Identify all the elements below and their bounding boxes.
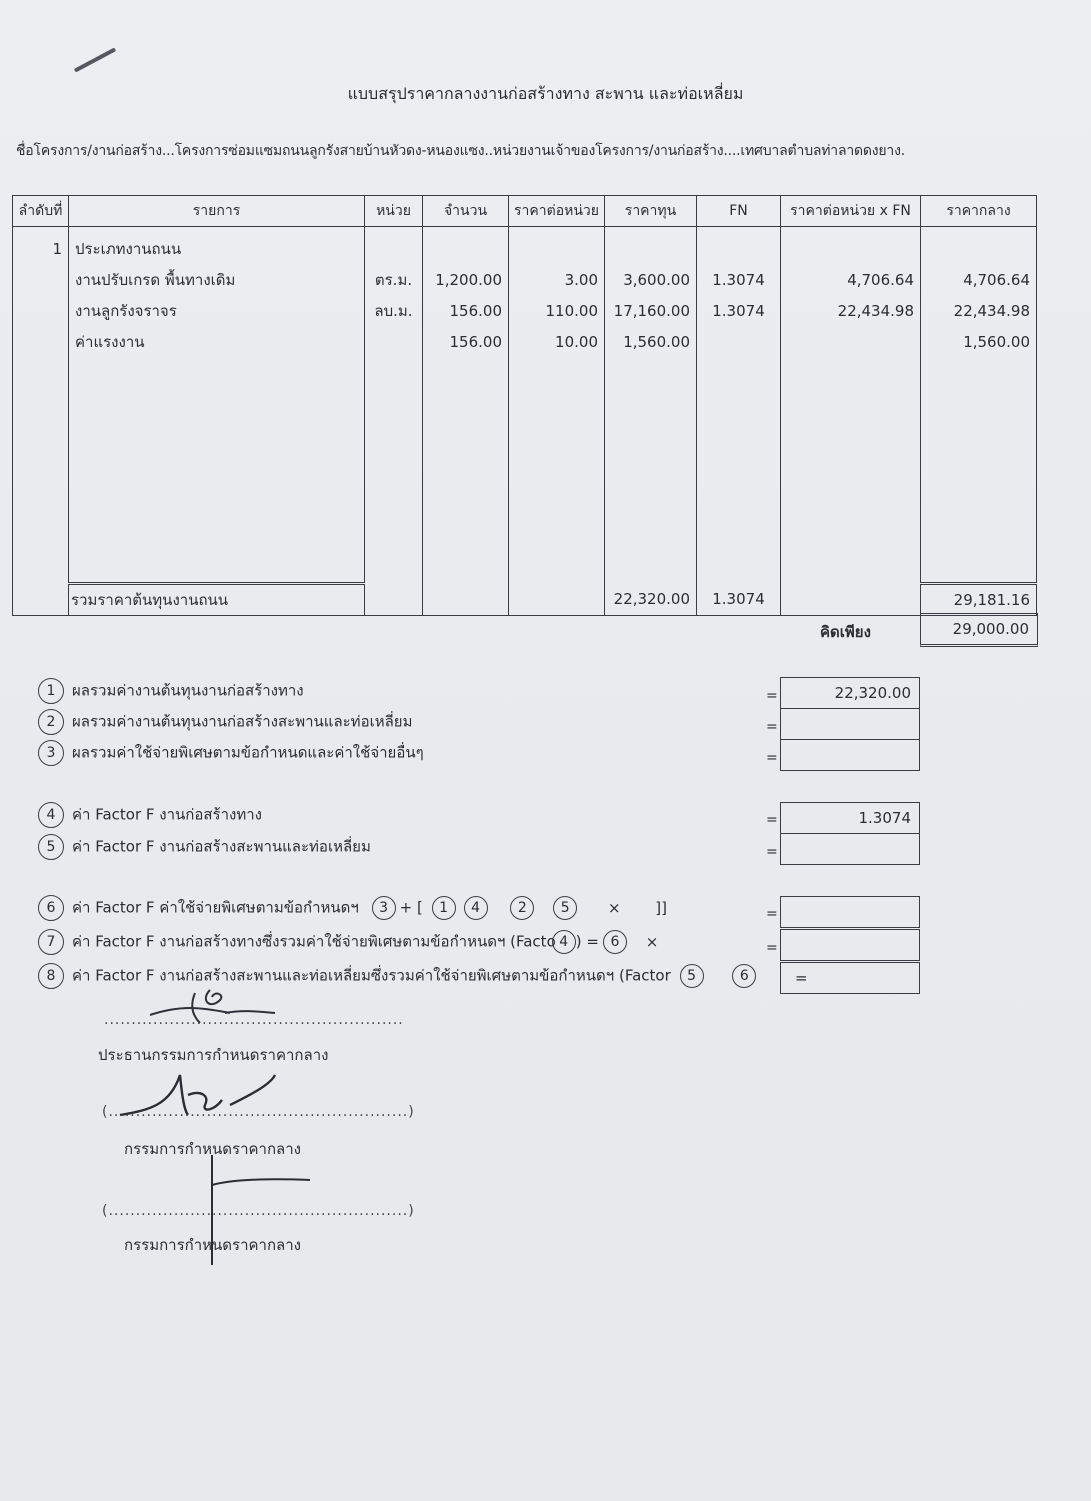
table-header-row	[13, 196, 1037, 227]
total-fn: 1.3074	[697, 584, 781, 616]
circled-number: 4	[464, 896, 488, 920]
cell-unit-price: 3.00	[509, 264, 605, 295]
table-row	[13, 264, 1037, 295]
cell-price-fn	[781, 227, 921, 265]
summary-value	[911, 936, 919, 954]
circled-number: 5	[553, 896, 577, 920]
table-total-row	[13, 584, 1037, 616]
cell-item: ค่าแรงงาน	[69, 326, 365, 357]
signature-2-line: (.......................................................)	[102, 1104, 415, 1120]
summary-value	[911, 715, 919, 733]
cell-item: ประเภทงานถนน	[69, 227, 365, 265]
cell-price-fn: 22,434.98	[781, 295, 921, 326]
equals-sign: =	[766, 940, 778, 956]
summary-text: ผลรวมค่างานต้นทุนงานก่อสร้างทาง	[72, 681, 304, 700]
cell-no	[13, 326, 69, 357]
cell-item: งานลูกรังจราจร	[69, 295, 365, 326]
summary-item-1	[38, 678, 304, 704]
header-cost: ราคาทุน	[605, 196, 697, 227]
summary-text: ค่า Factor F งานก่อสร้างสะพานและท่อเหลี่ยมซึ่งรวมค่าใช้จ่ายพิเศษตามข้อกำหนดฯ (Factor	[72, 966, 671, 985]
rounded-price-value: 29,000.00	[952, 620, 1029, 638]
summary-value	[816, 969, 824, 987]
summary-text: ค่า Factor F งานก่อสร้างสะพานและท่อเหลี่ยม	[72, 837, 371, 856]
price-table	[12, 195, 1037, 616]
cell-cost	[605, 227, 697, 265]
table-row	[13, 326, 1037, 357]
header-median: ราคากลาง	[921, 196, 1037, 227]
header-fn: FN	[697, 196, 781, 227]
circled-number: 5	[680, 964, 704, 988]
cell-unit-price	[509, 227, 605, 265]
summary-value	[911, 840, 919, 858]
document-title: แบบสรุปราคากลางงานก่อสร้างทาง สะพาน และท่อเหลี่ยม	[347, 84, 744, 103]
summary-value-box-8	[780, 962, 920, 994]
rounded-price	[760, 613, 1038, 645]
cell-qty: 156.00	[423, 326, 509, 357]
circled-number: 8	[38, 963, 64, 989]
cell-cost: 3,600.00	[605, 264, 697, 295]
cell-qty: 1,200.00	[423, 264, 509, 295]
cell-median: 1,560.00	[921, 326, 1037, 357]
summary-item-6	[38, 895, 667, 921]
table-row	[13, 227, 1037, 265]
summary-value-box-5	[780, 833, 920, 865]
summary-item-4	[38, 802, 262, 828]
equals-sign: =	[795, 969, 808, 987]
project-line: ชื่อโครงการ/งานก่อสร้าง...โครงการซ่อมแซมถนนลูกรังสายบ้านหัวดง-หนองแซง..หน่วยงานเจ้าของโครงการ/งานก่อสร้าง....เทศบาลตำบลท่าลาดดงยาง.	[16, 143, 905, 159]
summary-text: ค่า Factor F งานก่อสร้างทางซึ่งรวมค่าใช้จ่ายพิเศษตามข้อกำหนดฯ (Facto	[72, 932, 556, 951]
equals-sign: =	[766, 719, 778, 735]
cell-no	[13, 264, 69, 295]
cell-price-fn: 4,706.64	[781, 264, 921, 295]
header-price-fn: ราคาต่อหน่วย x FN	[781, 196, 921, 227]
cell-qty: 156.00	[423, 295, 509, 326]
formula-times: ×	[607, 898, 621, 917]
cell-fn: 1.3074	[697, 295, 781, 326]
cell-no: 1	[13, 227, 69, 265]
circled-number: 6	[38, 895, 64, 921]
total-median: 29,181.16	[921, 584, 1037, 616]
summary-value-box-7	[780, 929, 920, 961]
summary-text: ค่า Factor F งานก่อสร้างทาง	[72, 805, 262, 824]
header-unit-price: ราคาต่อหน่วย	[509, 196, 605, 227]
total-label: รวมราคาต้นทุนงานถนน	[69, 584, 365, 616]
cell-no	[13, 295, 69, 326]
summary-item-2	[38, 709, 412, 735]
cell-median: 4,706.64	[921, 264, 1037, 295]
circled-number: 1	[432, 896, 456, 920]
summary-value	[911, 903, 919, 921]
cell-item: งานปรับเกรด พื้นทางเดิม	[69, 264, 365, 295]
summary-value: 1.3074	[858, 809, 911, 827]
rounded-price-value-box	[920, 613, 1038, 647]
cell-qty	[423, 227, 509, 265]
signature-2-title: กรรมการกำหนดราคากลาง	[124, 1140, 301, 1158]
summary-value	[911, 746, 919, 764]
total-cost: 22,320.00	[605, 584, 697, 616]
circled-number: 4	[552, 930, 576, 954]
summary-value-box-6	[780, 896, 920, 928]
circled-number: 3	[372, 896, 396, 920]
cell-fn	[697, 326, 781, 357]
signature-1-line: .......................................................	[104, 1012, 404, 1028]
cell-unit	[365, 326, 423, 357]
summary-value-box-2	[780, 708, 920, 740]
formula-plus-bracket: + [	[399, 898, 423, 917]
cell-unit: ลบ.ม.	[365, 295, 423, 326]
formula-mid: ) =	[575, 932, 599, 951]
summary-item-3	[38, 740, 424, 766]
pen-mark	[74, 47, 116, 72]
circled-number: 5	[38, 834, 64, 860]
summary-value-box-3	[780, 739, 920, 771]
cell-fn: 1.3074	[697, 264, 781, 295]
circled-number: 6	[603, 930, 627, 954]
equals-sign: =	[766, 844, 778, 860]
cell-unit-price: 10.00	[509, 326, 605, 357]
summary-value-box-4	[780, 802, 920, 834]
formula-times: ×	[645, 932, 659, 951]
summary-text: ค่า Factor F ค่าใช้จ่ายพิเศษตามข้อกำหนดฯ	[72, 898, 359, 917]
cell-fn	[697, 227, 781, 265]
table-blank-rows	[13, 357, 1037, 584]
equals-sign: =	[766, 812, 778, 828]
summary-item-5	[38, 834, 371, 860]
header-no: ลำดับที่	[13, 196, 69, 227]
circled-number: 2	[510, 896, 534, 920]
cell-cost: 17,160.00	[605, 295, 697, 326]
cell-unit	[365, 227, 423, 265]
cell-cost: 1,560.00	[605, 326, 697, 357]
equals-sign: =	[766, 688, 778, 704]
formula-close: ]]	[655, 898, 668, 917]
circled-number: 6	[732, 964, 756, 988]
cell-unit-price: 110.00	[509, 295, 605, 326]
equals-sign: =	[766, 750, 778, 766]
summary-text: ผลรวมค่าใช้จ่ายพิเศษตามข้อกำหนดและค่าใช้จ่ายอื่นๆ	[72, 743, 424, 762]
circled-number: 7	[38, 929, 64, 955]
cell-median	[921, 227, 1037, 265]
signature-1-title: ประธานกรรมการกำหนดราคากลาง	[98, 1046, 329, 1064]
signature-3-title: กรรมการกำหนดราคากลาง	[124, 1236, 301, 1254]
rounded-price-label: คิดเพียง	[820, 623, 871, 641]
signature-3-line: (.......................................................)	[102, 1203, 415, 1219]
header-item: รายการ	[69, 196, 365, 227]
circled-number: 3	[38, 740, 64, 766]
equals-sign: =	[766, 906, 778, 922]
summary-item-7	[38, 929, 658, 955]
summary-value-box-1	[780, 677, 920, 709]
circled-number: 2	[38, 709, 64, 735]
circled-number: 4	[38, 802, 64, 828]
cell-price-fn	[781, 326, 921, 357]
summary-value: 22,320.00	[834, 684, 911, 702]
cell-median: 22,434.98	[921, 295, 1037, 326]
summary-text: ผลรวมค่างานต้นทุนงานก่อสร้างสะพานและท่อเหลี่ยม	[72, 712, 413, 731]
table-row	[13, 295, 1037, 326]
header-qty: จำนวน	[423, 196, 509, 227]
header-unit: หน่วย	[365, 196, 423, 227]
cell-unit: ตร.ม.	[365, 264, 423, 295]
circled-number: 1	[38, 678, 64, 704]
